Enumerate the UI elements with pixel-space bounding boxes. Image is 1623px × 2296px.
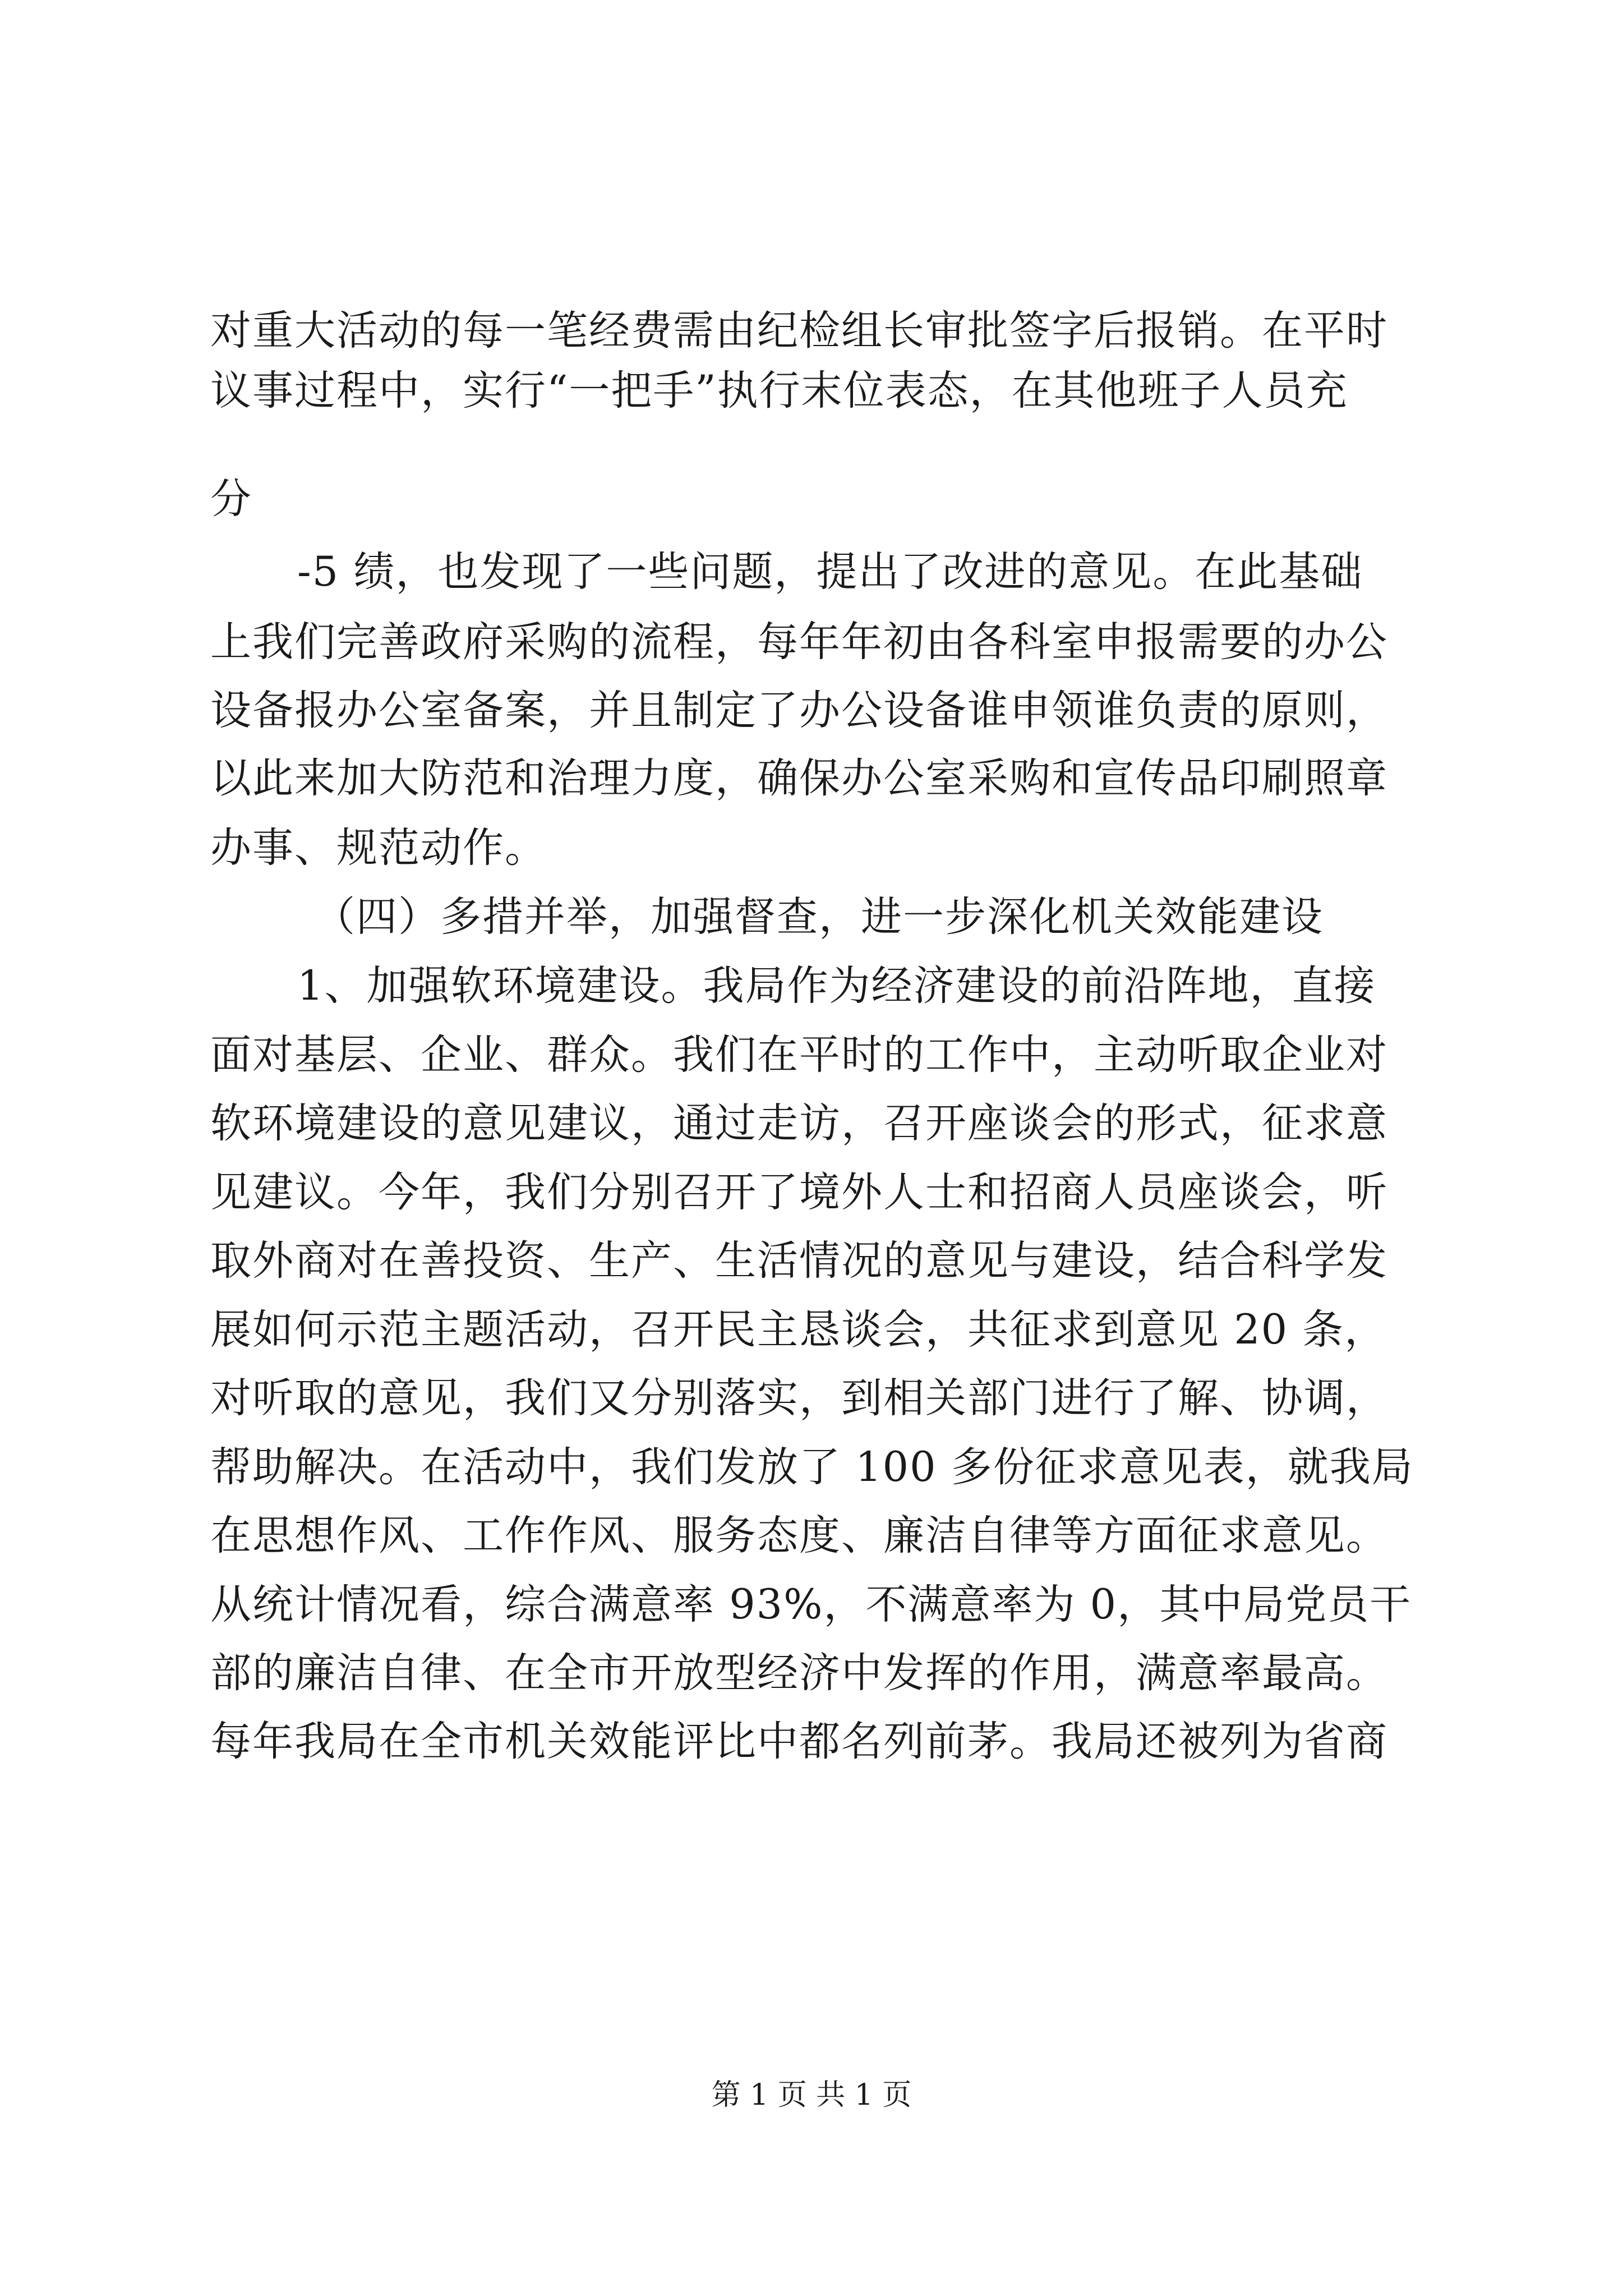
body-text-line: 议事过程中，实行“一把手”执行末位表态，在其他班子人员充 — [210, 367, 1348, 415]
body-text-line: 在思想作风、工作作风、服务态度、廉洁自律等方面征求意见。 — [210, 1512, 1388, 1559]
body-text-line: 对听取的意见，我们又分别落实，到相关部门进行了解、协调， — [210, 1374, 1388, 1422]
body-text-line: 从统计情况看，综合满意率 93%，不满意率为 0，其中局党员干 — [210, 1581, 1412, 1628]
body-text-line: 分 — [210, 475, 252, 523]
body-text-line: 见建议。今年，我们分别召开了境外人士和招商人员座谈会，听 — [210, 1168, 1388, 1216]
body-text-line: 部的廉洁自律、在全市开放型经济中发挥的作用，满意率最高。 — [210, 1649, 1388, 1697]
body-text-line: 帮助解决。在活动中，我们发放了 100 多份征求意见表，就我局 — [210, 1443, 1414, 1491]
body-text-line: 展如何示范主题活动，召开民主恳谈会，共征求到意见 20 条， — [210, 1306, 1387, 1354]
body-text-line: 面对基层、企业、群众。我们在平时的工作中，主动听取企业对 — [210, 1031, 1388, 1079]
body-text-line: 软环境建设的意见建议，通过走访，召开座谈会的形式，征求意 — [210, 1099, 1388, 1147]
section-heading: （四）多措并举，加强督查，进一步深化机关效能建设 — [314, 893, 1324, 941]
body-text-line: 以此来加大防范和治理力度，确保办公室采购和宣传品印刷照章 — [210, 754, 1388, 802]
page-footer: 第 1 页 共 1 页 — [711, 2078, 912, 2112]
body-text-line: 上我们完善政府采购的流程，每年年初由各科室申报需要的办公 — [210, 618, 1388, 666]
body-text-line: 1、加强软环境建设。我局作为经济建设的前沿阵地，直接 — [297, 962, 1376, 1010]
body-text-line: 设备报办公室备案，并且制定了办公设备谁申领谁负责的原则， — [210, 687, 1388, 734]
body-text-line: 取外商对在善投资、生产、生活情况的意见与建设，结合科学发 — [210, 1237, 1388, 1285]
body-text-line: 每年我局在全市机关效能评比中都名列前茅。我局还被列为省商 — [210, 1718, 1388, 1765]
body-text-line: 对重大活动的每一笔经费需由纪检组长审批签字后报销。在平时 — [210, 307, 1388, 355]
body-text-line: -5 绩，也发现了一些问题，提出了改进的意见。在此基础 — [297, 548, 1363, 596]
body-text-line: 办事、规范动作。 — [210, 824, 547, 872]
